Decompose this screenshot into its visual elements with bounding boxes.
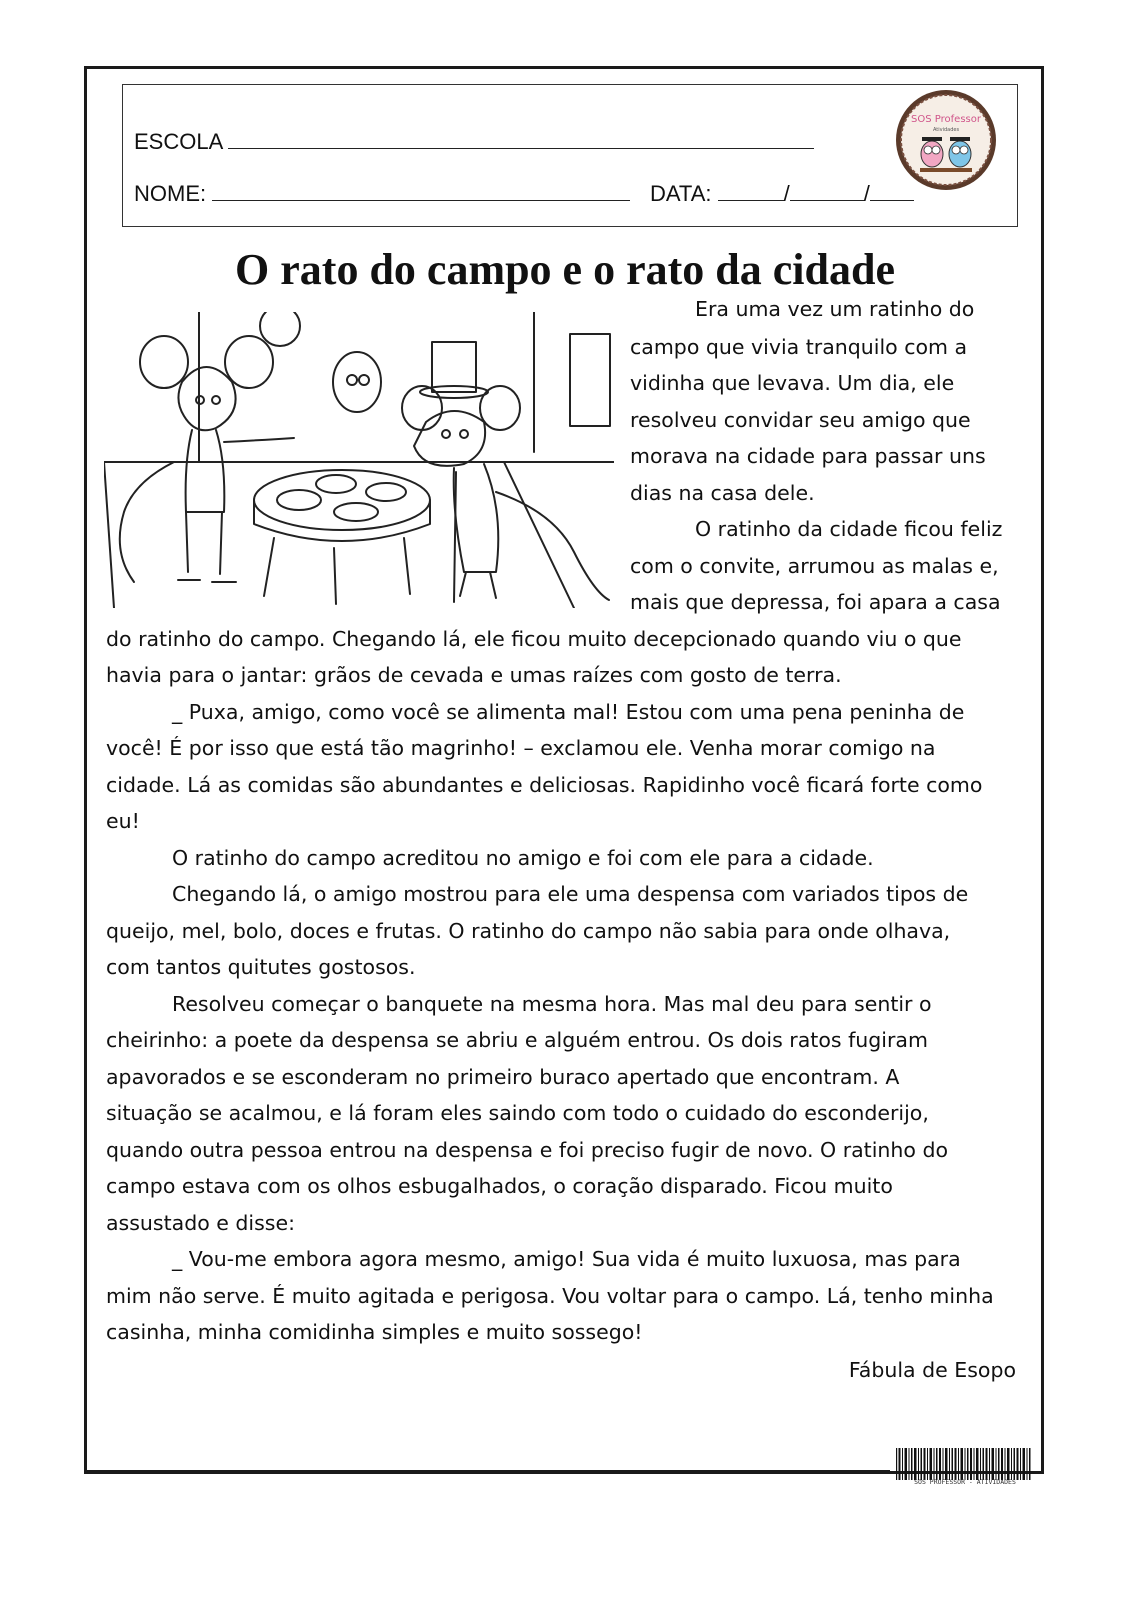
name-blank[interactable]: [212, 180, 630, 201]
school-blank[interactable]: [228, 128, 814, 149]
name-label: NOME:: [134, 181, 207, 206]
date-separator: /: [863, 181, 870, 206]
story-line: com tantos quitutes gostosos.: [106, 955, 416, 979]
story-line: situação se acalmou, e lá foram eles saindo com todo o cuidado do esconderijo,: [106, 1101, 929, 1125]
two-mice-illustration: [104, 312, 614, 608]
story-line: do ratinho do campo. Chegando lá, ele ficou muito decepcionado quando viu o que: [106, 627, 962, 651]
story-line: mim não serve. É muito agitada e perigosa. Vou voltar para o campo. Lá, tenho minha: [106, 1284, 994, 1308]
school-field[interactable]: [134, 128, 814, 155]
logo-title: SOS Professor: [911, 114, 981, 125]
story-line: vidinha que levava. Um dia, ele: [630, 371, 955, 395]
story-line: apavorados e se esconderam no primeiro buraco apertado que encontram. A: [106, 1065, 900, 1089]
logo-subtitle: Atividades: [932, 127, 960, 133]
date-day-blank[interactable]: [718, 180, 784, 201]
date-label: DATA:: [650, 181, 712, 206]
story-line: casinha, minha comidinha simples e muito sossego!: [106, 1320, 643, 1344]
story-line: assustado e disse:: [106, 1211, 295, 1235]
story-line: O ratinho da cidade ficou feliz: [695, 517, 1003, 541]
barcode-caption: SOS PROFESSOR - ATIVIDADES: [914, 1478, 1016, 1486]
story-line: Chegando lá, o amigo mostrou para ele uma despensa com variados tipos de: [172, 882, 969, 906]
story-line: cheirinho: a poete da despensa se abriu e alguém entrou. Os dois ratos fugiram: [106, 1028, 928, 1052]
page-title: O rato do campo e o rato da cidade: [235, 245, 895, 294]
school-label: ESCOLA: [134, 129, 223, 154]
story-line: O ratinho do campo acreditou no amigo e foi com ele para a cidade.: [172, 846, 874, 870]
story-line: havia para o jantar: grãos de cevada e umas raízes com gosto de terra.: [106, 663, 842, 687]
story-line: morava na cidade para passar uns: [630, 444, 986, 468]
story-line: Resolveu começar o banquete na mesma hora. Mas mal deu para sentir o: [172, 992, 932, 1016]
story-line: _ Puxa, amigo, como você se alimenta mal! Estou com uma pena peninha de: [172, 700, 965, 724]
story-line: cidade. Lá as comidas são abundantes e deliciosas. Rapidinho você ficará forte como: [106, 773, 983, 797]
story-line: queijo, mel, bolo, doces e frutas. O ratinho do campo não sabia para onde olhava,: [106, 919, 951, 943]
story-line: mais que depressa, foi apara a casa: [630, 590, 1001, 614]
story-line: campo que vivia tranquilo com a: [630, 335, 968, 359]
story-line: você! É por isso que está tão magrinho! – exclamou ele. Venha morar comigo na: [106, 736, 936, 760]
story-line: resolveu convidar seu amigo que: [630, 408, 971, 432]
story-line: campo estava com os olhos esbugalhados, o coração disparado. Ficou muito: [106, 1174, 893, 1198]
story-author: Fábula de Esopo: [848, 1358, 1016, 1382]
name-field[interactable]: [134, 180, 630, 207]
date-separator: /: [783, 181, 790, 206]
story-line: quando outra pessoa entrou na despensa e foi preciso fugir de novo. O ratinho do: [106, 1138, 949, 1162]
sos-professor-logo: [894, 88, 998, 192]
date-field[interactable]: [650, 180, 914, 207]
story-line: com o convite, arrumou as malas e,: [630, 554, 999, 578]
date-month-blank[interactable]: [790, 180, 864, 201]
story-line: _ Vou-me embora agora mesmo, amigo! Sua vida é muito luxuosa, mas para: [172, 1247, 961, 1271]
footer-rule: [84, 1470, 890, 1473]
story-line: dias na casa dele.: [630, 481, 815, 505]
story-line: eu!: [106, 809, 140, 833]
story-line: Era uma vez um ratinho do: [695, 297, 975, 321]
